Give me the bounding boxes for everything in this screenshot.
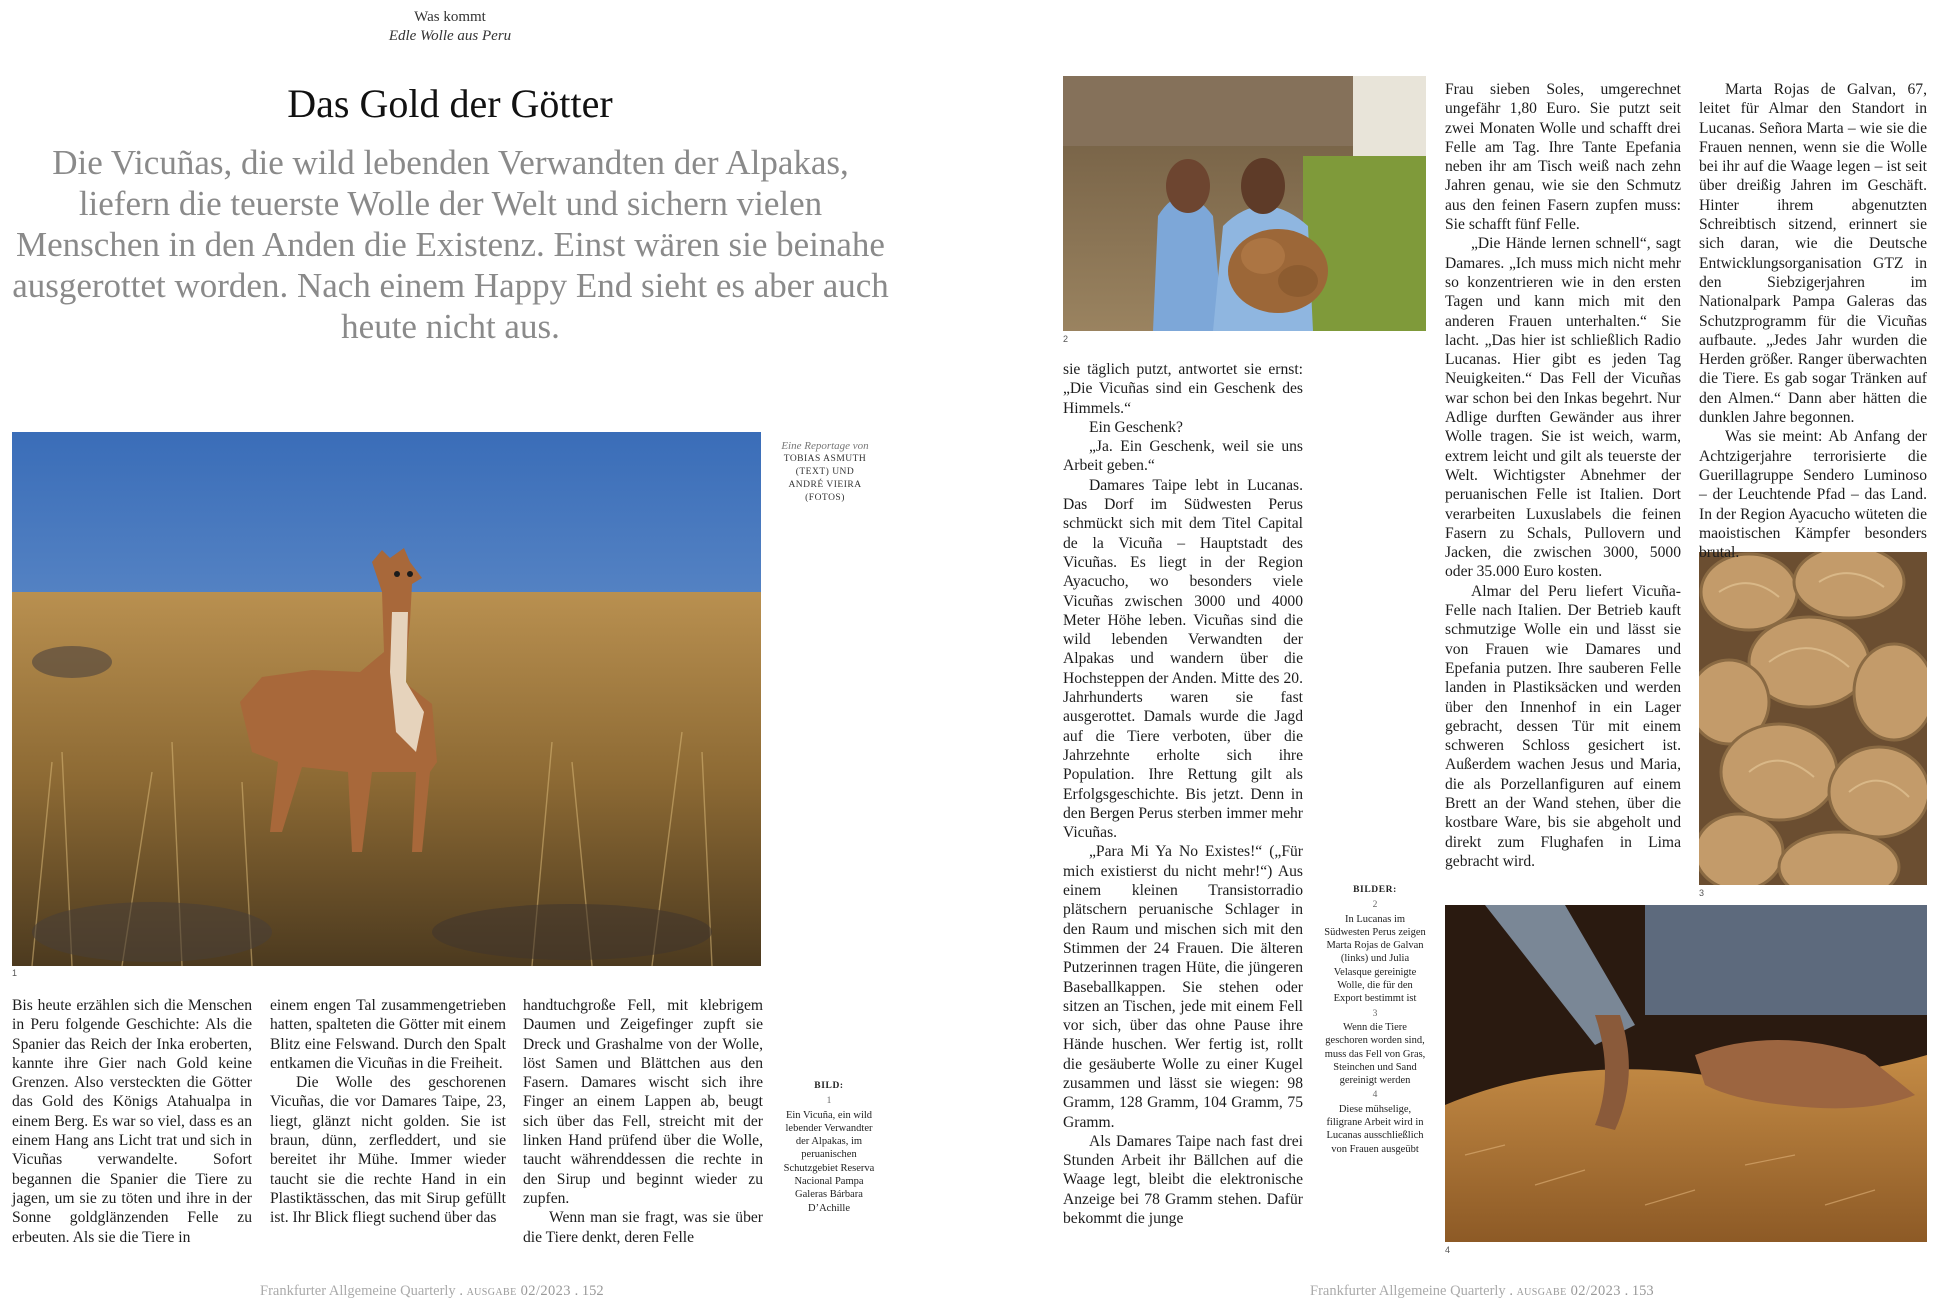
figure-number-3: 3 [1699,888,1705,898]
caption-label: BILD: [814,1081,844,1091]
body-paragraph: Ein Geschenk? [1089,418,1183,436]
footer-separator: . [459,1283,463,1299]
byline-author: TOBIAS ASMUTH [783,454,867,464]
body-paragraph: Almar del Peru liefert Vicuña-Felle nach Italien. Der Betrieb kauft schmutzige Wolle ein und lässt sie von Frauen wie Damares und Epefania putzen. Ihre sauberen Felle landen in Plastiksäcken und werden über den Innenhof in ein Lager gebracht, dessen Tür mit einem schweren Schloss gesichert ist. Außerdem wachen Jesus und Maria, die als Porzellanfiguren auf einem Brett an der Wand stehen, über die kostbare Ware, bis sie abgeholt und direkt zum Flughafen in Lima gebracht wird. [1445,582,1681,870]
footer-separator: . [1509,1283,1513,1299]
footer-magazine: Frankfurter Allgemeine Quarterly [260,1283,456,1299]
body-paragraph: Wenn man sie fragt, was sie über die Tiere denkt, deren Felle [523,1209,763,1246]
body-column-left-2 [270,996,506,1228]
body-paragraph: „Die Hände lernen schnell“, sagt Damares. „Ich muss mich nicht mehr so konzentrieren wie in den ersten Tagen und kann mich mit den anderen Frauen unterhalten.“ Sie lacht. „Das hier ist schließlich Radio Lucanas. Hier gibt es jeden Tag Neuigkeiten.“ Das Fell der Vicuñas war schon bei den Inkas begehrt. Nur Adlige durften Gewänder aus ihrer Wolle tragen. Sie ist weich, warm, extrem leicht und gilt als teuerste der Welt. Wichtigster Abnehmer der peruanischen Felle ist Italien. Dort verarbeiten Luxuslabels die feinen Fasern zu Schals, Pullovern und Jacken, die zwischen 3000, 5000 oder 35.000 Euro kosten. [1445,235,1681,581]
byline-author-role: (TEXT) UND [795,467,855,477]
body-paragraph: Bis heute erzählen sich die Menschen in Peru folgende Geschichte: Als die Spanier das Reich der Inka eroberten, kannte ihre Gier nach Gold keine Grenzen. Also versteckten die Götter das Gold des Königs Atahualpa in einem Berg. Es war so viel, dass es an einem Hang ans Licht trat und sich in Vicuñas verwandelte. Sofort begannen die Spanier die Tiere zu jagen, um sie zu töten und ihre in der Sonne goldglänzenden Felle zu erbeuten. Als sie die Tiere in [12,997,252,1246]
deck: Die Vicuñas, die wild lebenden Verwandten der Alpakas, liefern die teuerste Wolle der Welt und sichern vielen Menschen in den Anden die Existenz. Einst wären sie beinahe ausgerottet worden. Nach einem Happy End sieht es aber auch heute nicht aus. [12,143,889,346]
page-number: 153 [1631,1283,1654,1299]
caption-text: Diese mühselige, filigrane Arbeit wird in Lucanas ausschließlich von Frauen ausgeübt [1326,1103,1424,1155]
caption-left [782,1080,876,1215]
caption-label: BILDER: [1353,885,1397,895]
byline-photographer: ANDRÉ VIEIRA [788,480,862,490]
footer-separator: . [1624,1283,1629,1299]
body-column-left-3 [523,996,763,1247]
footer-right [1310,1283,1654,1300]
body-paragraph: Damares Taipe lebt in Lucanas. Das Dorf im Südwesten Perus schmückt sich mit dem Titel Capital de la Vicuña – Hauptstadt des Vicuñas. Es liegt in der Region Ayacucho, wo besonders viele Vicuñas zwischen 3000 und 4000 Meter Höhe leben. Vicuñas sind die wild lebenden Verwandten der Alpakas und wandern über die Hochsteppen der Anden. Mitte des 20. Jahrhunderts waren sie fast ausgerottet. Damals wurde die Jagd auf die Tiere verboten, über die Jahrzehnte erholte sich ihre Population. Ihre Rettung gilt als Erfolgsgeschichte. Bis jetzt. Denn in den Bergen Perus sterben immer mehr Vicuñas. [1063,476,1303,842]
headline: Das Gold der Götter [287,81,613,126]
byline [772,440,878,505]
figure-number-2: 2 [1063,334,1069,344]
byline-intro: Eine Reportage von [781,440,869,452]
footer-issue: ausgabe 02/2023 [466,1283,571,1299]
wool-bundles-photo [1699,552,1927,885]
footer-issue: ausgabe 02/2023 [1516,1283,1621,1299]
kicker-section: Was kommt [414,9,486,25]
body-paragraph: „Para Mi Ya No Existes!“ („Für mich existierst du nicht mehr!“) Aus einem kleinen Transistorradio plätschern peruanische Schlager in den Raum und mischen sich mit den Stimmen der 24 Frauen. Die älteren Putzerinnen tragen Hüte, die jüngeren Baseballkappen. Sie stehen oder sitzen an Tischen, jede mit einem Fell vor sich, über das ohne Pause ihre Hände huschen. Wer fertig ist, rollt die gesäuberte Wolle zu einer Kugel zusammen und lässt sie wiegen: 98 Gramm, 128 Gramm, 104 Gramm, 75 Gramm. [1063,843,1303,1131]
caption-text: In Lucanas im Südwesten Perus zeigen Marta Rojas de Galvan (links) und Julia Velasque gereinigte Wolle, die für den Export bestimmt ist [1324,913,1426,1005]
page-number: 152 [581,1283,604,1299]
caption-text: Wenn die Tiere geschoren worden sind, muss das Fell von Gras, Steinchen und Sand gereinigt werden [1324,1021,1426,1087]
body-column-right-3 [1699,80,1927,562]
body-paragraph: Als Damares Taipe nach fast drei Stunden Arbeit ihr Bällchen auf die Waage legt, bleibt die elektronische Anzeige bei 78 Gramm stehen. Dafür bekommt die junge [1063,1132,1303,1228]
body-paragraph: „Ja. Ein Geschenk, weil sie uns Arbeit geben.“ [1063,438,1303,475]
caption-number: 3 [1372,1008,1378,1019]
women-with-wool-photo [1063,76,1426,331]
figure-number-4: 4 [1445,1245,1451,1255]
footer-magazine: Frankfurter Allgemeine Quarterly [1310,1283,1506,1299]
caption-right [1322,884,1428,1156]
kicker-subject: Edle Wolle aus Peru [388,28,512,44]
byline-photographer-role: (FOTOS) [805,493,845,503]
body-paragraph: Was sie meint: Ab Anfang der Achtzigerjahre terrorisierte die Guerillagruppe Sendero Luminoso – der Leuchtende Pfad – das Land. In der Region Ayacucho wüteten die maoistischen Kämpfer besonders brutal. [1699,428,1927,562]
footer-left [260,1283,604,1300]
kicker [300,8,600,46]
body-paragraph: Marta Rojas de Galvan, 67, leitet für Almar den Standort in Lucanas. Señora Marta – wie sie die Frauen nennen, wenn sie die Wolle bei ihr auf die Waage legen – ist seit über dreißig Jahren im Geschäft. Hinter ihrem abgenutzten Schreibtisch sitzend, erinnert sie sich daran, wie die Deutsche Entwicklungsorganisation GTZ in den Siebzigerjahren im Nationalpark Pampa Galeras das Schutzprogramm für die Vicuñas aufbaute. „Jedes Jahr wurden die Herden größer. Ranger überwachten die Tiere. Es gab sogar Tränken auf den Almen.“ Dann aber hätten die dunklen Jahre begonnen. [1699,81,1927,427]
caption-number: 1 [826,1096,832,1107]
body-paragraph: sie täglich putzt, antwortet sie ernst: „Die Vicuñas sind ein Geschenk des Himmels.“ [1063,361,1303,417]
caption-number: 4 [1372,1090,1378,1101]
body-paragraph: einem engen Tal zusammengetrieben hatten, spalteten die Götter mit einem Blitz eine Felswand. Durch den Spalt entkamen die Vicuñas in die Freiheit. [270,997,506,1072]
figure-number-1: 1 [12,968,18,978]
page-right [976,0,1952,1303]
body-paragraph: Frau sieben Soles, umgerechnet ungefähr 1,80 Euro. Sie putzt seit zwei Monaten Wolle und schafft drei Felle am Tag. Ihre Tante Epefania neben ihr am Tisch weiß nach zehn Jahren genau, wie sie den Schmutz aus den feinen Fasern zupfen muss: Sie schafft fünf Felle. [1445,81,1681,234]
hands-cleaning-wool-photo [1445,905,1927,1242]
body-column-left-1 [12,996,252,1247]
vicuna-photo [12,432,761,966]
body-paragraph: handtuchgroße Fell, mit klebrigem Daumen und Zeigefinger zupft sie Dreck und Grashalme von der Wolle, löst Samen und Blättchen aus den Fasern. Damares wischt sich ihre Finger an einem Lappen ab, beugt sich über das Fell, streicht mit der linken Hand prüfend über die Wolle, taucht währenddessen die rechte in den Sirup und beginnt wieder zu zupfen. [523,997,763,1207]
body-column-right-1 [1063,360,1303,1228]
caption-number: 2 [1372,900,1378,911]
caption-text: Ein Vicuña, ein wild lebender Verwandter der Alpakas, im peruanischen Schutzgebiet Reserva Nacional Pampa Galeras Bárbara D’Achille [783,1109,875,1214]
body-paragraph: Die Wolle des geschorenen Vicuñas, die vor Damares Taipe, 23, liegt, glänzt nicht golden. Sie ist braun, dünn, zerfleddert, und sie bereitet ihr Mühe. Immer wieder taucht sie die rechte Hand in ein Plastiktässchen, das mit Sirup gefüllt ist. Ihr Blick fliegt suchend über das [270,1074,506,1227]
footer-separator: . [574,1283,579,1299]
body-column-right-2 [1445,80,1681,871]
